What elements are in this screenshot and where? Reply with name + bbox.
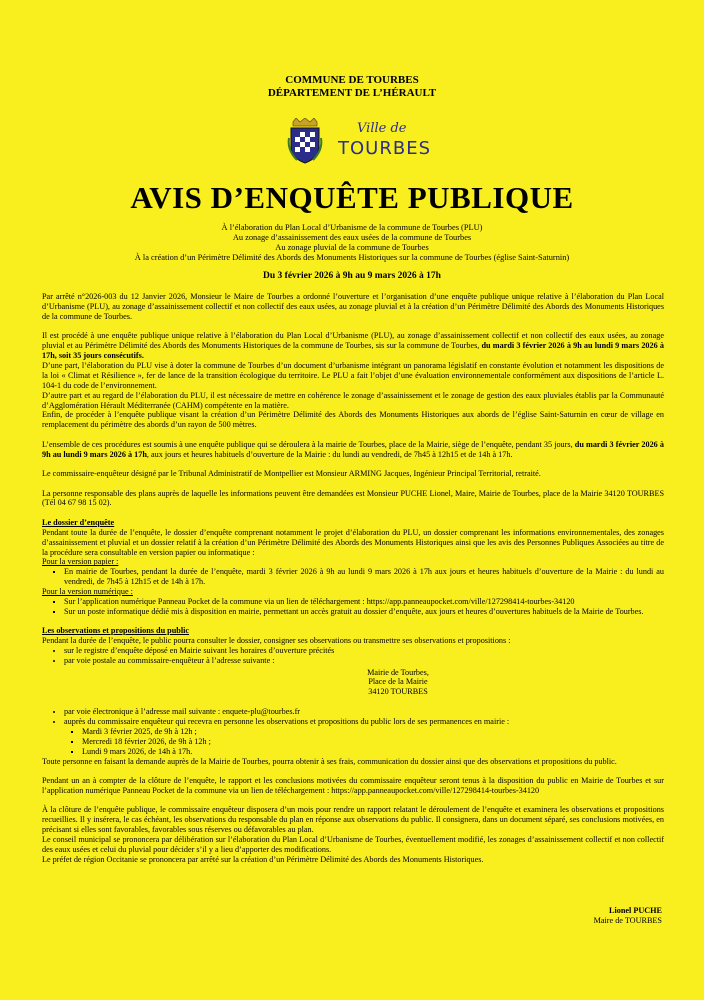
- paragraph: Le commissaire-enquêteur désigné par le Tribunal Administratif de Montpellier est Monsieur ARMING Jacques, Ingénieur Principal Territorial, retraité.: [42, 469, 541, 479]
- observation-methods-list: [42, 646, 664, 666]
- paragraph: Enfin, de procéder à l’enquête publique visant la création d’un Périmètre Délimité des Abords des Monuments Historiques aux abords de l’église Saint-Saturnin en cœur de village en remplacement du périmètre des abords d’un rayon de 500 mètres.: [42, 410, 664, 430]
- list-item: • par voie postale au commissaire-enquêteur à l’adresse suivante :: [64, 656, 664, 666]
- list-item: • sur le registre d’enquête déposé en Mairie suivant les horaires d’ouverture précités: [64, 646, 664, 656]
- subtitle-line: À l’élaboration du Plan Local d’Urbanisme de la commune de Tourbes (PLU): [221, 223, 483, 232]
- paragraph: Par arrêté n°2026-003 du 12 Janvier 2026, Monsieur le Maire de Tourbes a ordonné l’ouverture et l’organisation d’une enquête publique unique relative à l’élaboration du Plan Local d’Urbanisme (PLU), au zonage d’assainissement collectif et non collectif des eaux usées, au zonage pluvial et à la création d’un Périmètre Délimité des Abords des Monuments Historiques de la commune de Tourbes.: [42, 292, 664, 321]
- list-item: • auprès du commissaire enquêteur qui recevra en personne les observations et propositions du public lors de ses permanences en mairie :: [64, 717, 664, 727]
- list-item: ▪ Sur un poste informatique dédié mis à disposition en mairie, permettant un accès gratuit au dossier d’enquête, aux jours et heures d’ouvertures habituels de la Mairie de Tourbes.: [64, 607, 664, 617]
- page-title: AVIS D’ENQUÊTE PUBLIQUE: [130, 180, 574, 215]
- address-line: Mairie de Tourbes,: [367, 667, 429, 677]
- paragraph: L’ensemble de ces procédures est soumis à une enquête publique qui se déroulera à la mairie de Tourbes, place de la Mairie, siège de l’enquête, pendant 35 jours, du mardi 3 février 2026 à 9h au lundi 9 mars 2026 à 17h, aux jours et heures habituels d’ouverture de la Mairie : du lundi au vendredi, de 7h45 à 12h15 et de 14h à 17h.: [42, 439, 665, 459]
- subtitle-line: Au zonage d’assainissement des eaux usées de la commune de Tourbes: [232, 233, 472, 242]
- paper-version-list: [42, 567, 664, 587]
- paragraph: D’autre part et au regard de l’élaboration du PLU, il est nécessaire de mettre en cohérence le zonage d’assainissement et le zonage de gestion des eaux pluviales établis par la Communauté d’Agglomération Hérault Méditerranée (CAHM) compétente en la matière.: [42, 390, 664, 410]
- signatory-role: Maire de TOURBES: [593, 916, 662, 925]
- digital-version-label: Pour la version numérique :: [42, 587, 133, 597]
- paragraph: D’une part, l’élaboration du PLU vise à doter la commune de Tourbes d’un document d’urbanisme intégrant un panorama législatif en constante évolution et notamment les dispositions de la loi « Climat et Résilience », fer de lance de la transition écologique du territoire. Le PLU a fait l’objet d’une évaluation environnementale conformément aux dispositions de l’article L. 104-1 du code de l’environnement.: [42, 360, 664, 390]
- list-item: ▪ Mardi 3 février 2025, de 9h à 12h ;: [82, 727, 664, 737]
- logo-town-name: TOURBES: [338, 138, 431, 159]
- signatory-name: Lionel PUCHE: [609, 906, 662, 915]
- paragraph: Il est procédé à une enquête publique unique relative à l’élaboration du Plan Local d’Urbanisme (PLU), au zonage d’assainissement collectif et non collectif des eaux usées, au zonage pluvial et au Périmètre Délimité des Abords des Monuments Historiques de la commune de Tourbes, sis sur la commune de Tourbes, du mardi 3 février 2026 à 9h au lundi 9 mars 2026 à 17h, soit 35 jours consécutifs.: [42, 331, 664, 361]
- header: [0, 74, 704, 100]
- paragraph: La personne responsable des plans auprès de laquelle les informations peuvent être demandées est Monsieur PUCHE Lionel, Maire, Mairie de Tourbes, place de la Mairie 34120 TOURBES (Tél 04 67 98 15 02).: [42, 488, 664, 508]
- list-item: ▪ Lundi 9 mars 2026, de 14h à 17h.: [82, 747, 664, 757]
- paragraph: À la clôture de l’enquête publique, le commissaire enquêteur disposera d’un mois pour rendre un rapport relatant le déroulement de l’enquête et examinera les observations et propositions recueillies. Il y insérera, le cas échéant, les observations du responsable du plan en réponse aux observations du public. Il consignera, dans un document séparé, ses conclusions motivées, en précisant si elles sont favorables, favorables sous réserves ou défavorables au plan.: [42, 805, 664, 835]
- subtitles: [0, 223, 704, 263]
- department-name: DÉPARTEMENT DE L’HÉRAULT: [267, 87, 437, 99]
- paragraph: Pendant toute la durée de l’enquête, le dossier d’enquête comprenant notamment le projet d’élaboration du PLU, un dossier comprenant les informations environnementales, des zonages d’assainissement et pluvial et un dossier relatif à la création d’un Périmètre Délimité des Abords des Monuments Historiques ainsi que les avis des Personnes Publiques Associées au titre de la procédure sera consultable en version papier ou informatique :: [42, 527, 664, 557]
- paper-version-label: Pour la version papier :: [42, 557, 119, 567]
- section-heading-dossier: Le dossier d’enquête: [42, 517, 115, 527]
- address-line: Place de la Mairie: [368, 677, 428, 687]
- section-heading-observations: Les observations et propositions du public: [42, 625, 190, 635]
- address-line: 34120 TOURBES: [368, 687, 428, 697]
- paragraph: Le préfet de région Occitanie se prononcera par arrêté sur la création d’un Périmètre Délimité des Abords des Monuments Historiques.: [42, 855, 484, 864]
- town-crest-icon: [287, 118, 323, 164]
- paragraph: Toute personne en faisant la demande auprès de la Mairie de Tourbes, pourra obtenir à ses frais, communication du dossier ainsi que des observations et propositions du public.: [42, 756, 617, 766]
- logo-ville-text: Ville de: [357, 121, 407, 136]
- subtitle-line: À la création d’un Périmètre Délimité des Abords des Monuments Historiques sur la commune de Tourbes (église Saint-Saturnin): [134, 253, 570, 262]
- subtitle-line: Au zonage pluvial de la commune de Tourbes: [275, 243, 429, 252]
- observation-methods-list-2: [42, 707, 664, 727]
- commune-name: COMMUNE DE TOURBES: [285, 74, 419, 86]
- paragraph: Pendant un an à compter de la clôture de l’enquête, le rapport et les conclusions motivées du commissaire enquêteur seront tenus à la disposition du public en Mairie de Tourbes et sur l’application numérique Panneau Pocket de la commune via un lien de téléchargement : https://app.panneaupocket.com/ville/127298414-tourbes-34120: [42, 776, 664, 796]
- permanences-list: [42, 727, 664, 757]
- list-item: ▪ Sur l’application numérique Panneau Pocket de la commune via un lien de téléchargement : https://app.panneaupocket.com/ville/127298414-tourbes-34120: [64, 597, 664, 607]
- postal-address: [132, 668, 664, 698]
- list-item: ▪ Mercredi 18 février 2026, de 9h à 12h ;: [82, 737, 664, 747]
- enquiry-dates: Du 3 février 2026 à 9h au 9 mars 2026 à 17h: [263, 271, 441, 281]
- list-item: ▪ En mairie de Tourbes, pendant la durée de l’enquête, mardi 3 février 2026 à 9h au lundi 9 mars 2026 à 17h aux jours et heures habituels d’ouverture de la Mairie : du lundi au vendredi, de 7h45 à 12h15 et de 14h à 17h.: [64, 567, 664, 587]
- notice-body: [42, 292, 664, 865]
- signature: [594, 906, 662, 926]
- town-logo: [287, 118, 431, 166]
- list-item: • par voie électronique à l’adresse mail suivante : enquete-plu@tourbes.fr: [64, 707, 664, 717]
- digital-version-list: [42, 597, 664, 617]
- paragraph: Le conseil municipal se prononcera par délibération sur l’élaboration du Plan Local d’Urbanisme de Tourbes, éventuellement modifié, les zonages d’assainissement collectif et non collectif des eaux usées et celui du pluvial pour décider s’il y a lieu d’apporter des modifications.: [42, 835, 664, 855]
- paragraph: Pendant la durée de l’enquête, le public pourra consulter le dossier, consigner ses observations ou transmettre ses observations et propositions :: [42, 635, 511, 645]
